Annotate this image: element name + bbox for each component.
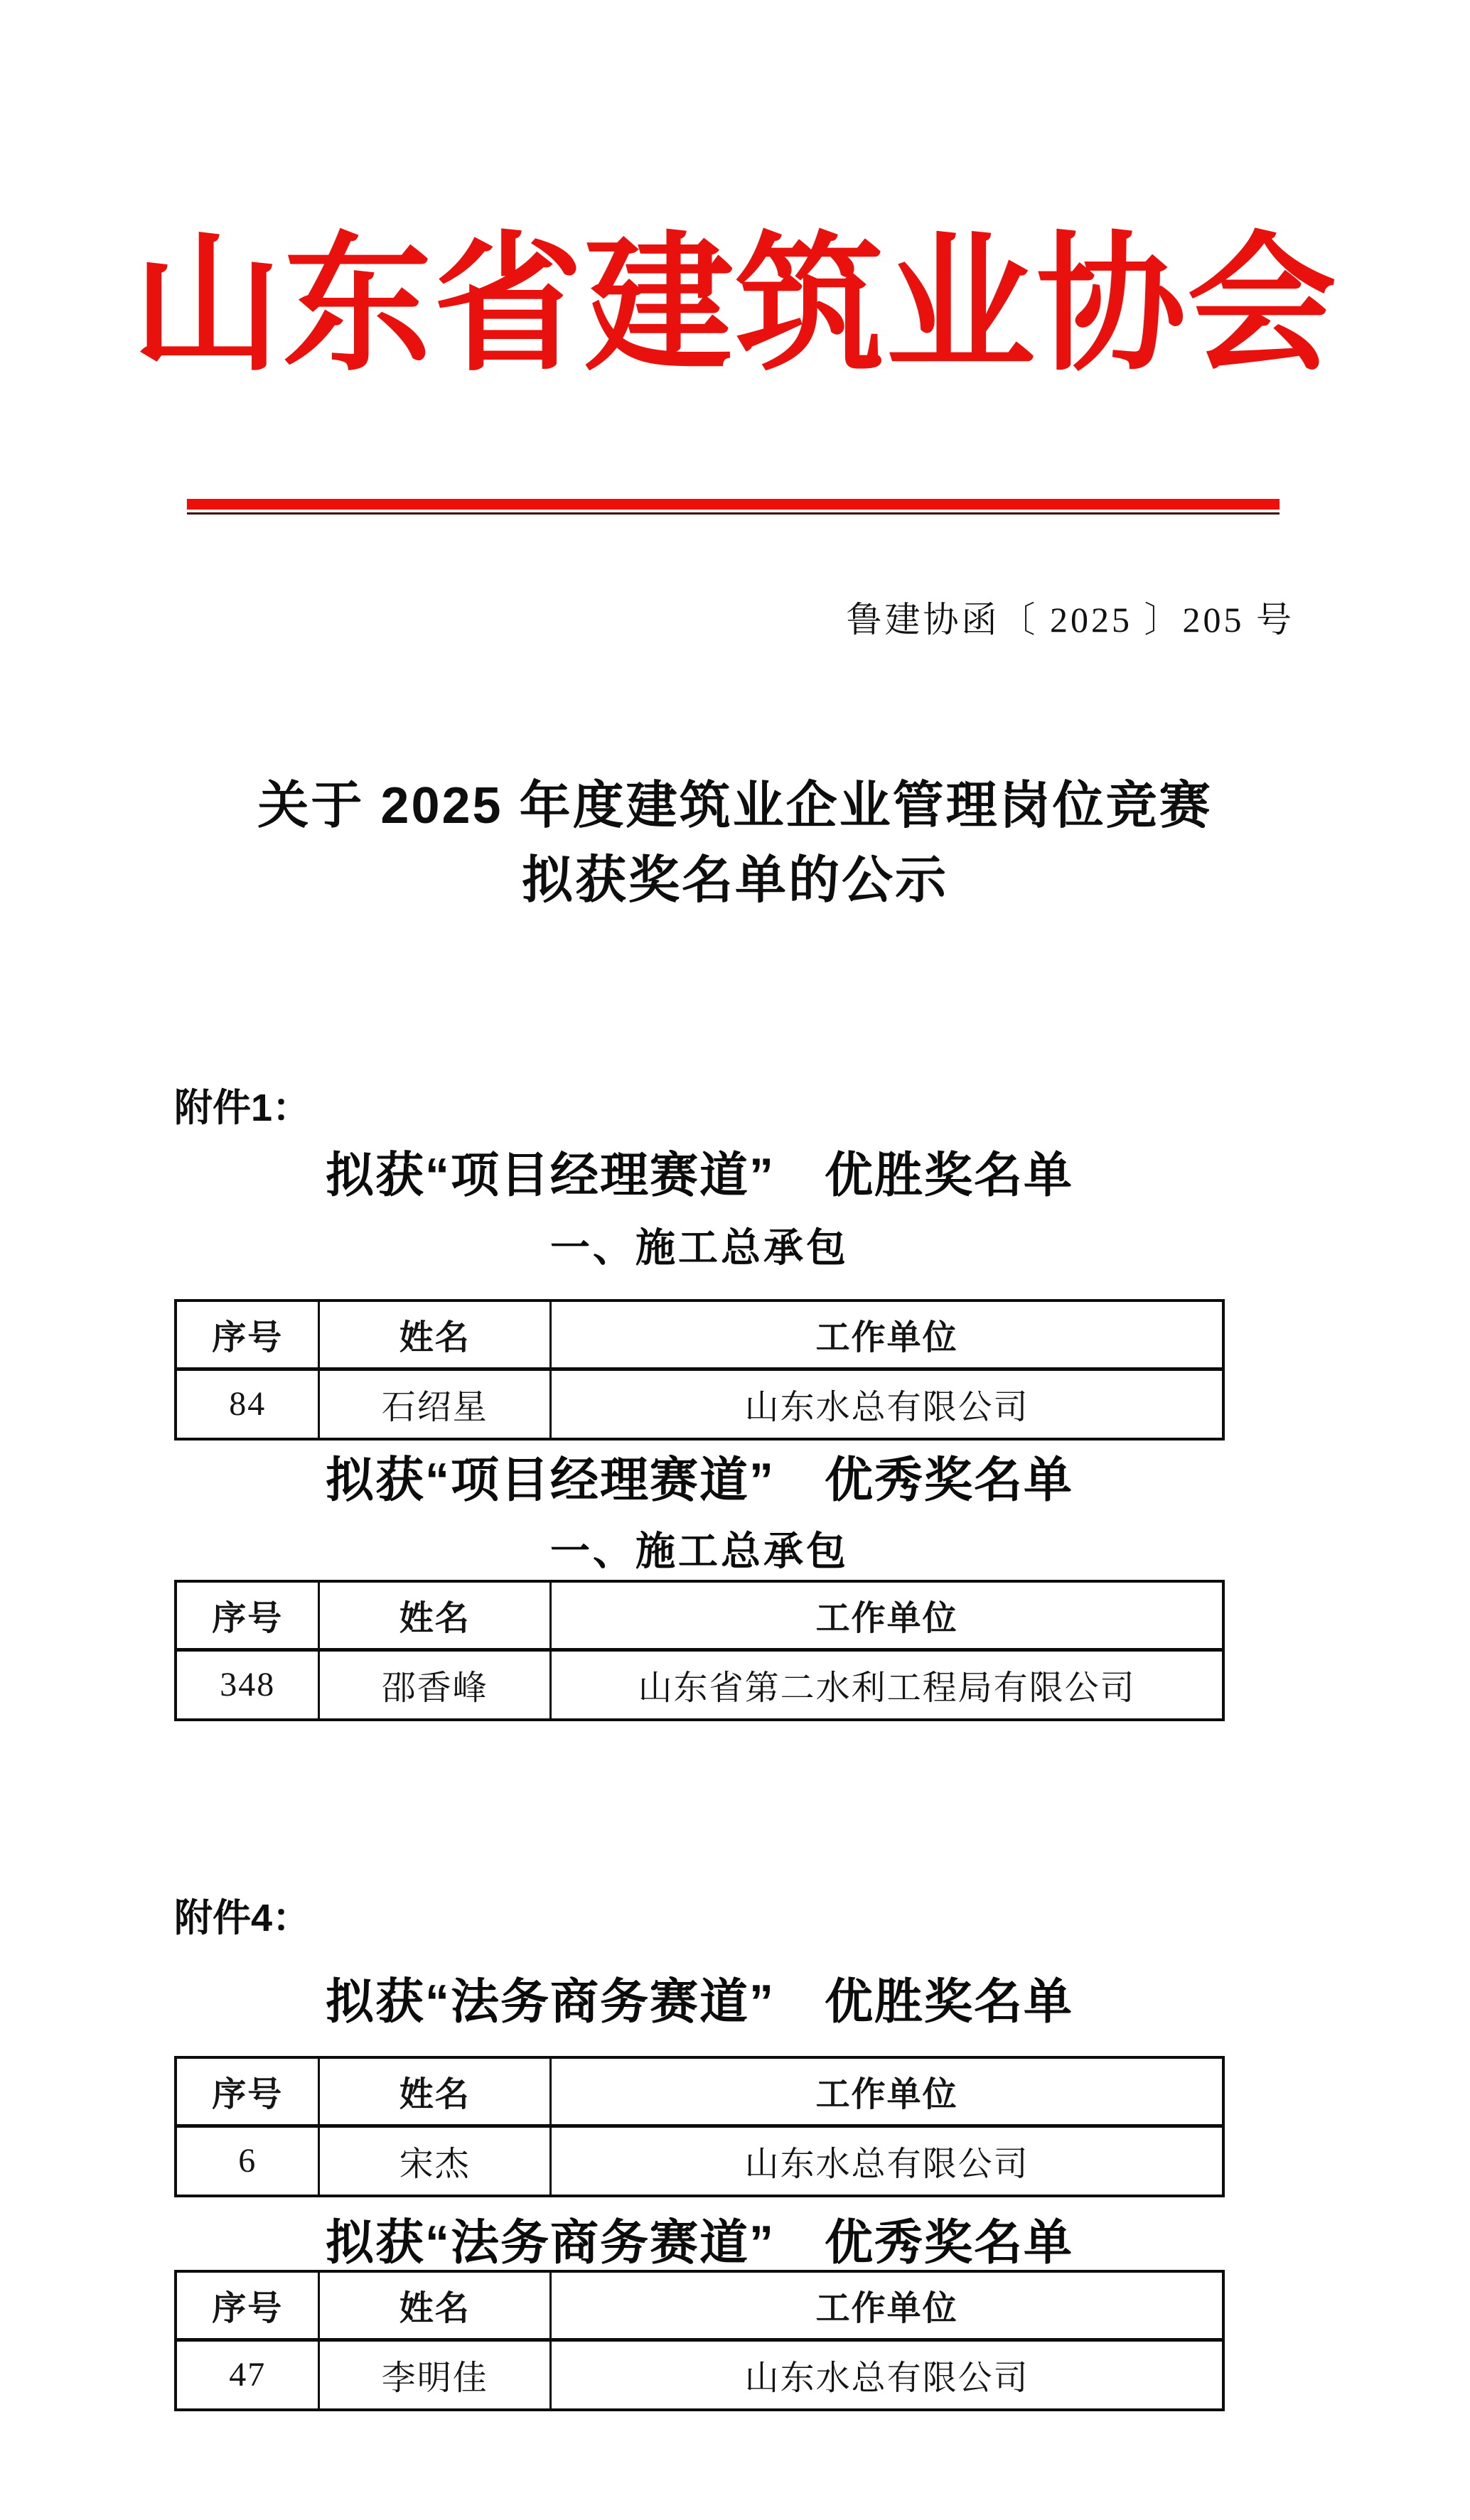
letterhead-org-title: 山东省建筑业协会 [132, 224, 1338, 389]
subheading-general-contracting-1: 一、施工总承包 [550, 1225, 849, 1270]
cell-name: 邵香峰 [319, 1649, 551, 1720]
cell-name: 石绍星 [319, 1369, 551, 1439]
column-header-name: 姓名 [319, 1301, 551, 1369]
table-header-row [176, 2271, 1223, 2339]
document-title-line1: 关于 2025 年度建筑业企业管理岗位竞赛 [257, 777, 1213, 834]
document-title [0, 769, 1470, 918]
table-pm-winning [174, 1299, 1225, 1441]
cell-name: 李明佳 [319, 2339, 551, 2410]
column-header-name: 姓名 [319, 2271, 551, 2339]
table-header-row [176, 2057, 1223, 2126]
section-title-legal-excellence: 拟获“法务商务赛道” 优秀奖名单 [325, 2216, 1073, 2270]
attachments-content [174, 1085, 1225, 2411]
column-header-serial: 序号 [176, 1581, 319, 1649]
column-header-serial: 序号 [176, 1301, 319, 1369]
column-header-name: 姓名 [319, 2057, 551, 2126]
table-row [176, 2339, 1223, 2410]
section-title-pm-winning: 拟获“项目经理赛道” 优胜奖名单 [325, 1148, 1073, 1202]
cell-serial: 6 [176, 2126, 319, 2196]
cell-serial: 84 [176, 1369, 319, 1439]
column-header-name: 姓名 [319, 1581, 551, 1649]
document-title-line2: 拟获奖名单的公示 [521, 852, 948, 909]
cell-name: 宋杰 [319, 2126, 551, 2196]
cell-serial: 47 [176, 2339, 319, 2410]
table-row [176, 1649, 1223, 1720]
section-title-legal-winning: 拟获“法务商务赛道” 优胜奖名单 [325, 1975, 1073, 2029]
cell-organization: 山东水总有限公司 [551, 2339, 1223, 2410]
table-header-row [176, 1581, 1223, 1649]
column-header-organization: 工作单位 [551, 2271, 1223, 2339]
column-header-organization: 工作单位 [551, 1301, 1223, 1369]
document-number: 鲁建协函〔 2025 〕205 号 [846, 600, 1294, 640]
column-header-serial: 序号 [176, 2057, 319, 2126]
cell-serial: 348 [176, 1649, 319, 1720]
table-header-row [176, 1301, 1223, 1369]
attachment4-label: 附件4： [174, 1897, 311, 1939]
cell-organization: 山东水总有限公司 [551, 1369, 1223, 1439]
column-header-organization: 工作单位 [551, 1581, 1223, 1649]
table-row [176, 1369, 1223, 1439]
table-legal-winning [174, 2056, 1225, 2197]
letterhead-divider [187, 499, 1279, 515]
letterhead-divider-thin-line [187, 512, 1279, 515]
letterhead-divider-red-bar [187, 499, 1279, 510]
section-title-pm-excellence: 拟获“项目经理赛道” 优秀奖名单 [325, 1453, 1073, 1507]
cell-organization: 山东水总有限公司 [551, 2126, 1223, 2196]
table-row [176, 2126, 1223, 2196]
table-legal-excellence [174, 2270, 1225, 2411]
attachment1-label: 附件1： [174, 1087, 311, 1129]
subheading-general-contracting-2: 一、施工总承包 [550, 1529, 849, 1573]
column-header-organization: 工作单位 [551, 2057, 1223, 2126]
column-header-serial: 序号 [176, 2271, 319, 2339]
cell-organization: 山东省第二水利工程局有限公司 [551, 1649, 1223, 1720]
table-pm-excellence [174, 1580, 1225, 1721]
